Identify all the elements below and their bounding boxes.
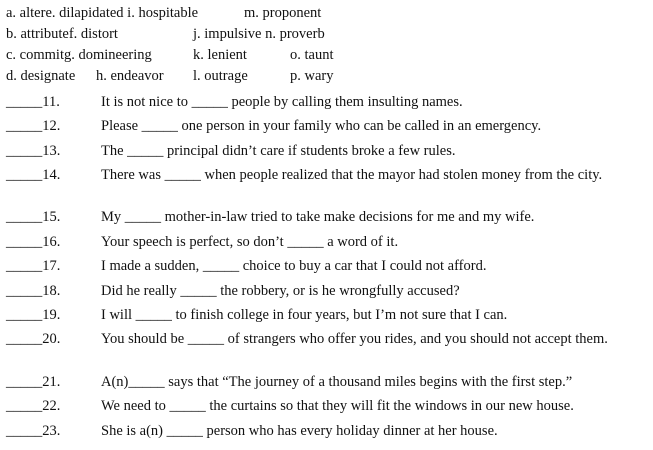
answer-blank[interactable]: _____12. — [6, 118, 61, 134]
question-text: The _____ principal didn’t care if students broke a few rules. — [101, 143, 456, 159]
word-bank-line-1 — [6, 3, 646, 24]
word-bank-entry: p. wary — [290, 68, 334, 84]
answer-blank[interactable]: _____13. — [6, 143, 61, 159]
answer-blank[interactable]: _____14. — [6, 167, 61, 183]
word-bank-line-3 — [6, 45, 646, 66]
word-bank-entry: d. designate — [6, 68, 76, 84]
question-text: We need to _____ the curtains so that they will fit the windows in our new house. — [101, 398, 574, 414]
answer-blank[interactable]: _____21. — [6, 374, 61, 390]
answer-blank[interactable]: _____15. — [6, 209, 61, 225]
question-text: I made a sudden, _____ choice to buy a car that I could not afford. — [101, 258, 487, 274]
question-text: There was _____ when people realized that the mayor had stolen money from the city. — [101, 167, 603, 183]
word-bank-entry: m. proponent — [244, 5, 322, 21]
question-text: Your speech is perfect, so don’t _____ a word of it. — [101, 234, 399, 250]
question-text: I will _____ to finish college in four years, but I’m not sure that I can. — [101, 307, 508, 323]
question-text: She is a(n) _____ person who has every holiday dinner at her house. — [101, 423, 498, 439]
question-text: You should be _____ of strangers who offer you rides, and you should not accept them. — [101, 331, 608, 347]
word-bank-line-4 — [6, 66, 646, 87]
word-bank-entry: o. taunt — [290, 47, 334, 63]
word-bank-entry: a. altere. dilapidated i. hospitable — [6, 5, 199, 21]
question-text: It is not nice to _____ people by calling them insulting names. — [101, 94, 463, 110]
question-text: A(n)_____ says that “The journey of a thousand miles begins with the first step.” — [101, 374, 573, 390]
word-bank-entry: h. endeavor — [96, 68, 164, 84]
answer-blank[interactable]: _____18. — [6, 283, 61, 299]
word-bank-entry: c. commitg. domineering — [6, 47, 152, 63]
question-text: Did he really _____ the robbery, or is he wrongfully accused? — [101, 283, 460, 299]
answer-blank[interactable]: _____23. — [6, 423, 61, 439]
question-text: Please _____ one person in your family who can be called in an emergency. — [101, 118, 542, 134]
answer-blank[interactable]: _____11. — [6, 94, 60, 110]
word-bank-entry: l. outrage — [193, 68, 248, 84]
word-bank-entry: j. impulsive n. proverb — [193, 26, 325, 42]
answer-blank[interactable]: _____20. — [6, 331, 61, 347]
answer-blank[interactable]: _____17. — [6, 258, 61, 274]
word-bank-line-2 — [6, 24, 646, 45]
question-text: My _____ mother-in-law tried to take make decisions for me and my wife. — [101, 209, 535, 225]
answer-blank[interactable]: _____16. — [6, 234, 61, 250]
word-bank — [6, 3, 646, 87]
answer-blank[interactable]: _____19. — [6, 307, 61, 323]
answer-blank[interactable]: _____22. — [6, 398, 61, 414]
word-bank-entry: k. lenient — [193, 47, 247, 63]
word-bank-entry: b. attributef. distort — [6, 26, 118, 42]
